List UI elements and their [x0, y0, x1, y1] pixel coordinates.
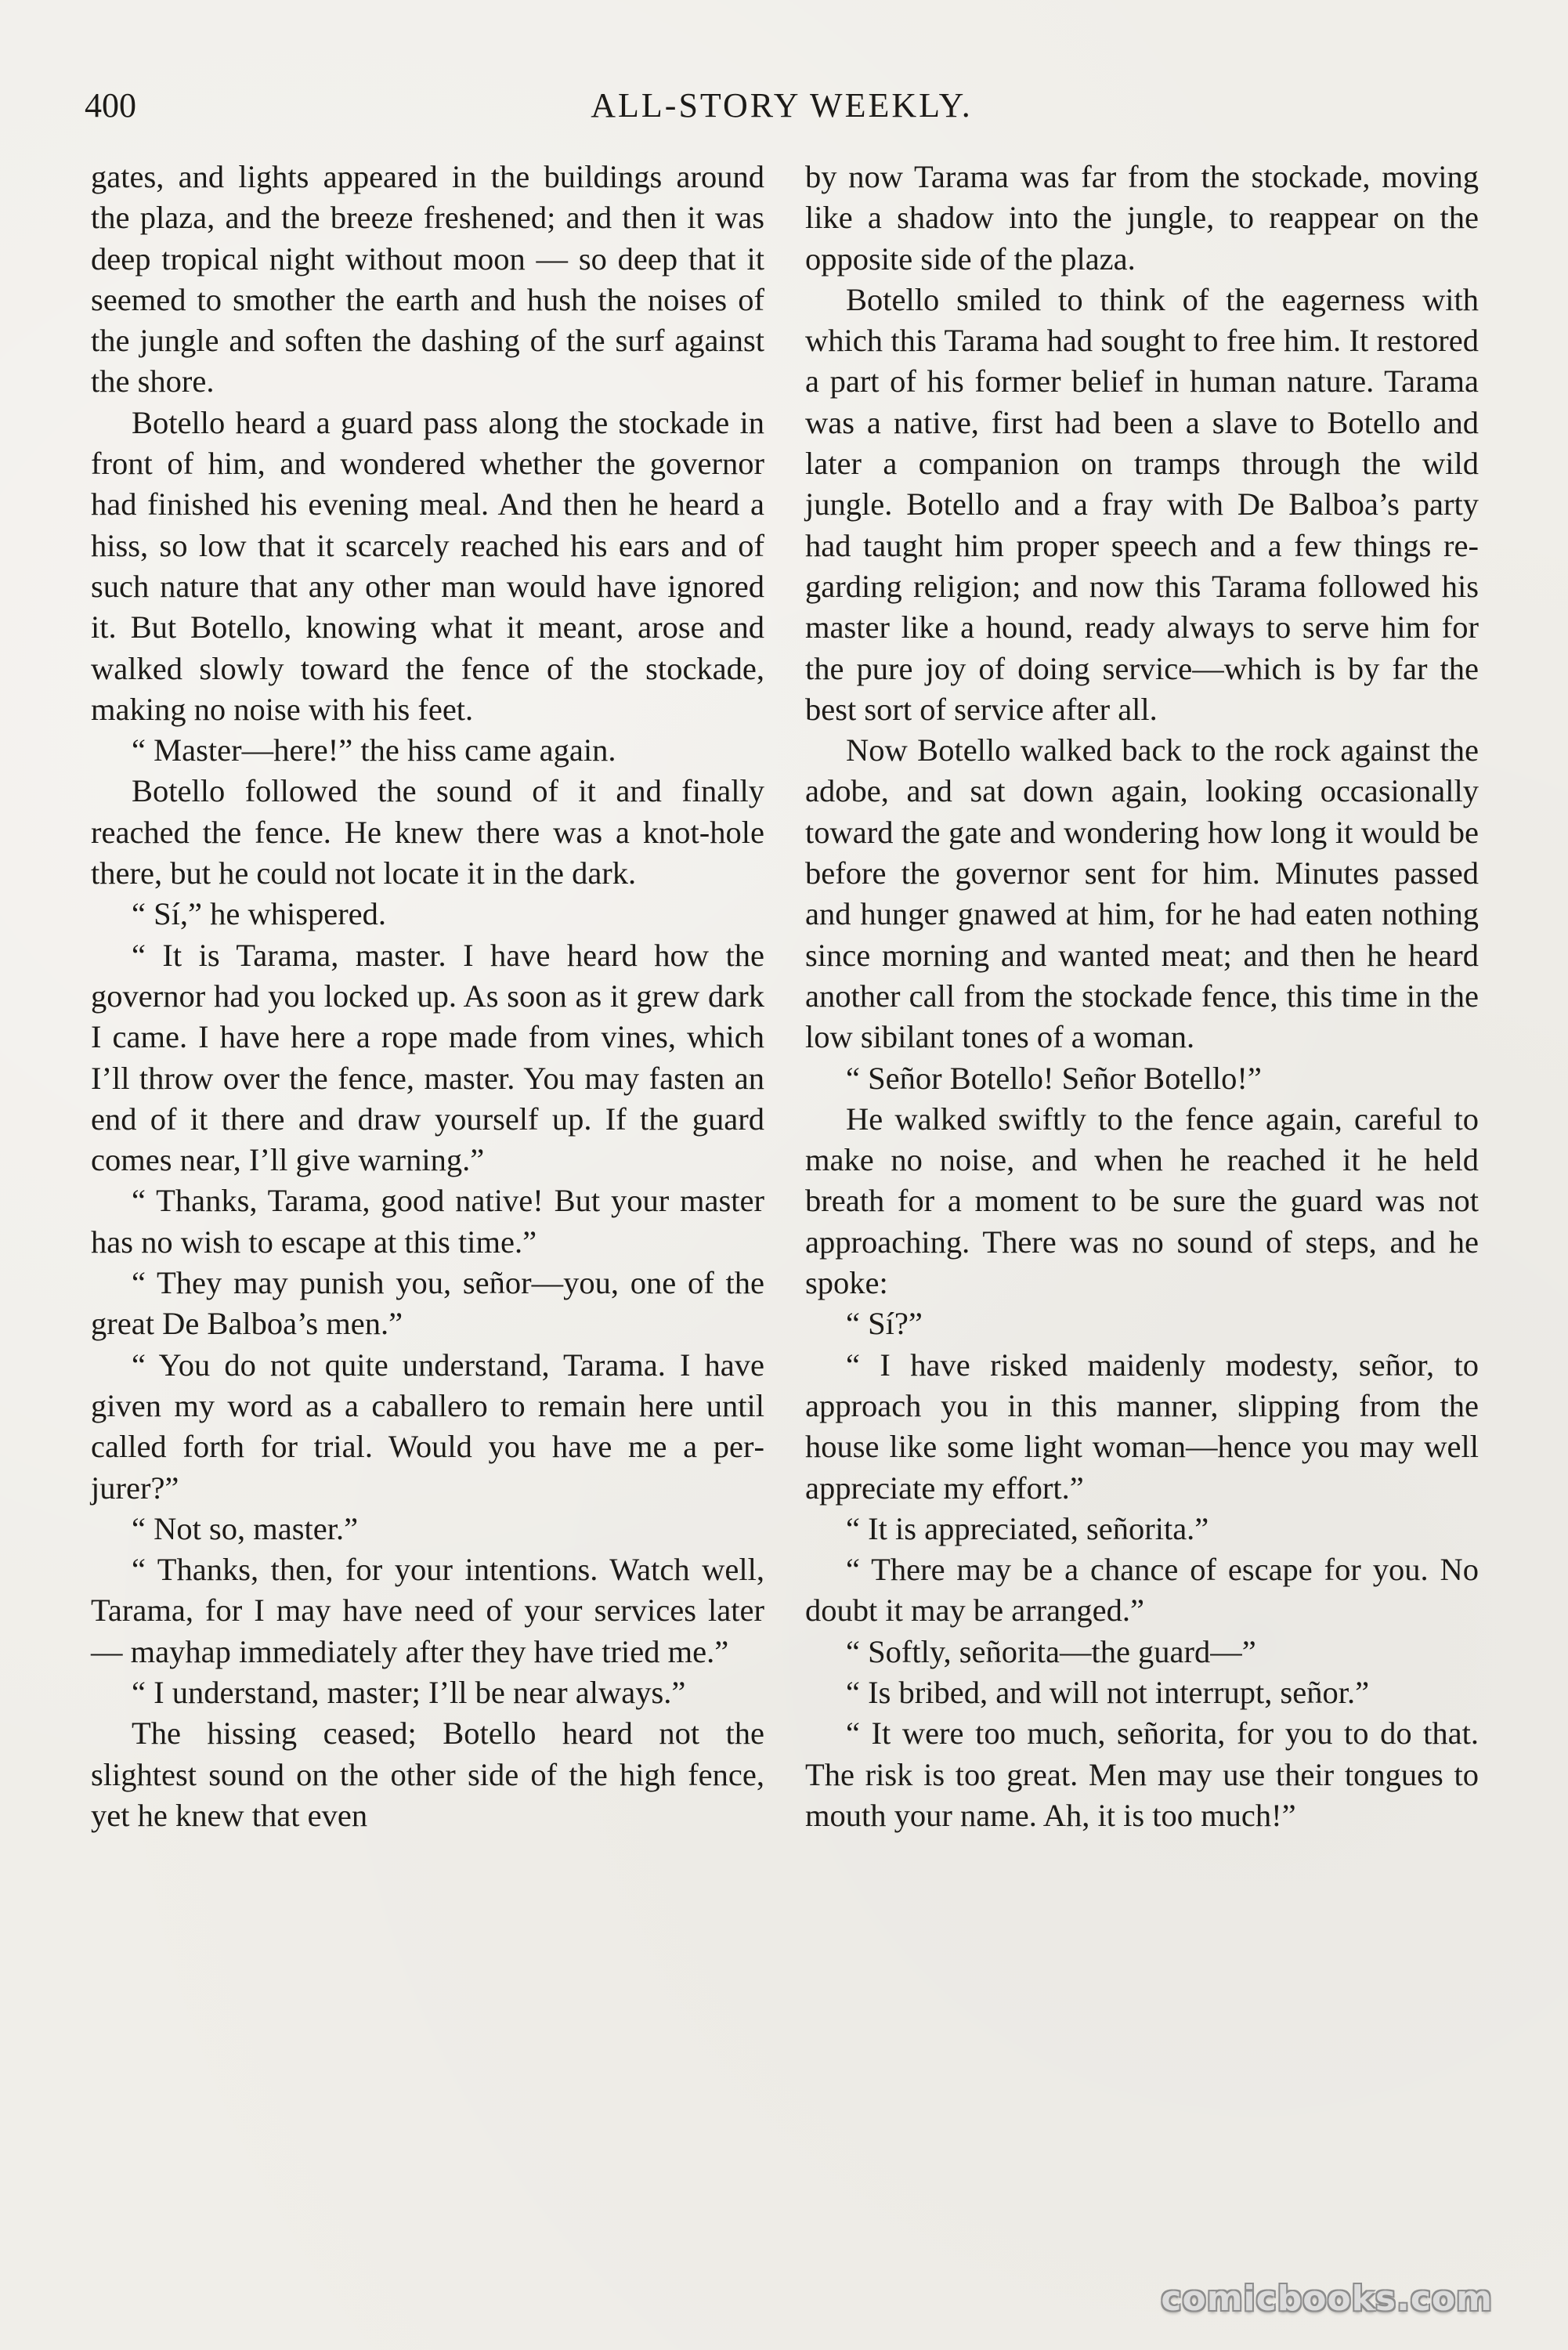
paragraph: “ Master—here!” the hiss came again. [132, 732, 616, 768]
paragraph: He walked swiftly to the fence again, careful to make no noise, and when he reached it he held breath for a moment to be sure the guard was not approaching. There was no sound of steps, and he spoke: [805, 1101, 1479, 1301]
site-watermark: comicbooks.com [1161, 2279, 1493, 2319]
paragraph: Botello heard a guard pass along the stockade in front of him, and wondered whether the governor had finished his evening meal. And then he heard a hiss, so low that it scarcely reached his ears and of such nature that any other man would have ignored it. But Botello, knowing what it meant, arose and walked slowly toward the fence of the stockade, making no noise with his feet. [91, 404, 764, 727]
paragraph: “ Is bribed, and will not interrupt, señor.” [846, 1674, 1370, 1710]
paragraph: Botello followed the sound of it and finally reached the fence. He knew there was a knot-hole there, but he could not locate it in the dark. [91, 773, 764, 891]
paragraph: “ Sí?” [846, 1306, 923, 1342]
paragraph: “ Softly, señorita—the guard—” [846, 1633, 1256, 1669]
paragraph: by now Tarama was far from the stockade, moving like a shadow into the jungle, to reappear on the opposite side of the plaza. [805, 159, 1479, 277]
paragraph: “ It is appreciated, señorita.” [846, 1510, 1209, 1546]
paragraph: Botello smiled to think of the eagerness with which this Tarama had sought to free him. It restored a part of his former belief in human nature. Tarama was a native, first had been a slave to Botello and later a companion on tramps through the wild jungle. Botello and a fray with De Balboa’s party had taught him proper speech and a few things regarding religion; and now this Tarama followed his master like a hound, ready always to serve him for the pure joy of doing service—which is by far the best sort of service after all. [805, 281, 1479, 727]
paragraph: “ Thanks, Tarama, good native! But your master has no wish to escape at this time.” [91, 1183, 764, 1260]
paragraph: “ Thanks, then, for your intentions. Watch well, Tarama, for I may have need of your services later — mayhap immediately after they have tried me.” [91, 1552, 764, 1669]
paragraph: “ It is Tarama, master. I have heard how the governor had you locked up. As soon as it grew dark I came. I have here a rope made from vines, which I’ll throw over the fence, master. You may fasten an end of it there and draw yourself up. If the guard comes near, I’ll give warning.” [91, 937, 764, 1178]
paragraph: “ I understand, master; I’ll be near always.” [132, 1674, 686, 1710]
paragraph: “ You do not quite understand, Tarama. I have given my word as a caballero to remain here until called forth for trial. Would you have me a perjurer?” [91, 1347, 764, 1506]
paragraph: “ Sí,” he whispered. [132, 896, 387, 932]
paragraph: Now Botello walked back to the rock against the adobe, and sat down again, looking occasionally toward the gate and wondering how long it would be before the governor sent for him. Minutes passed and hunger gnawed at him, for he had eaten nothing since morning and wanted meat; and then he heard another call from the stockade fence, this time in the low sibilant tones of a woman. [805, 732, 1479, 1055]
paragraph: “ I have risked maidenly modesty, señor, to approach you in this manner, slipping from the house like some light woman—hence you may well appreciate my effort.” [805, 1347, 1479, 1506]
paragraph: “ It were too much, señorita, for you to do that. The risk is too great. Men may use their tongues to mouth your name. Ah, it is too much!” [805, 1716, 1479, 1833]
paragraph: “ They may punish you, señor—you, one of the great De Balboa’s men.” [91, 1265, 764, 1342]
right-column [805, 157, 1479, 1836]
running-head: ALL-STORY WEEKLY. [591, 86, 973, 125]
left-column [91, 157, 764, 1836]
paragraph: “ There may be a chance of escape for you. No doubt it may be arranged.” [805, 1552, 1479, 1629]
paragraph: The hissing ceased; Botello heard not the slightest sound on the other side of the high fence, yet he knew that even [91, 1716, 764, 1833]
page-header [85, 78, 1479, 133]
paragraph: gates, and lights appeared in the buildings around the plaza, and the breeze freshened; and then it was deep tropical night without moon — so deep that it seemed to smother the earth and hush the noises of the jungle and soften the dashing of the surf against the shore. [91, 159, 764, 400]
page-number: 400 [85, 86, 136, 125]
paragraph: “ Not so, master.” [132, 1510, 359, 1546]
paragraph: “ Señor Botello! Señor Botello!” [846, 1060, 1262, 1096]
